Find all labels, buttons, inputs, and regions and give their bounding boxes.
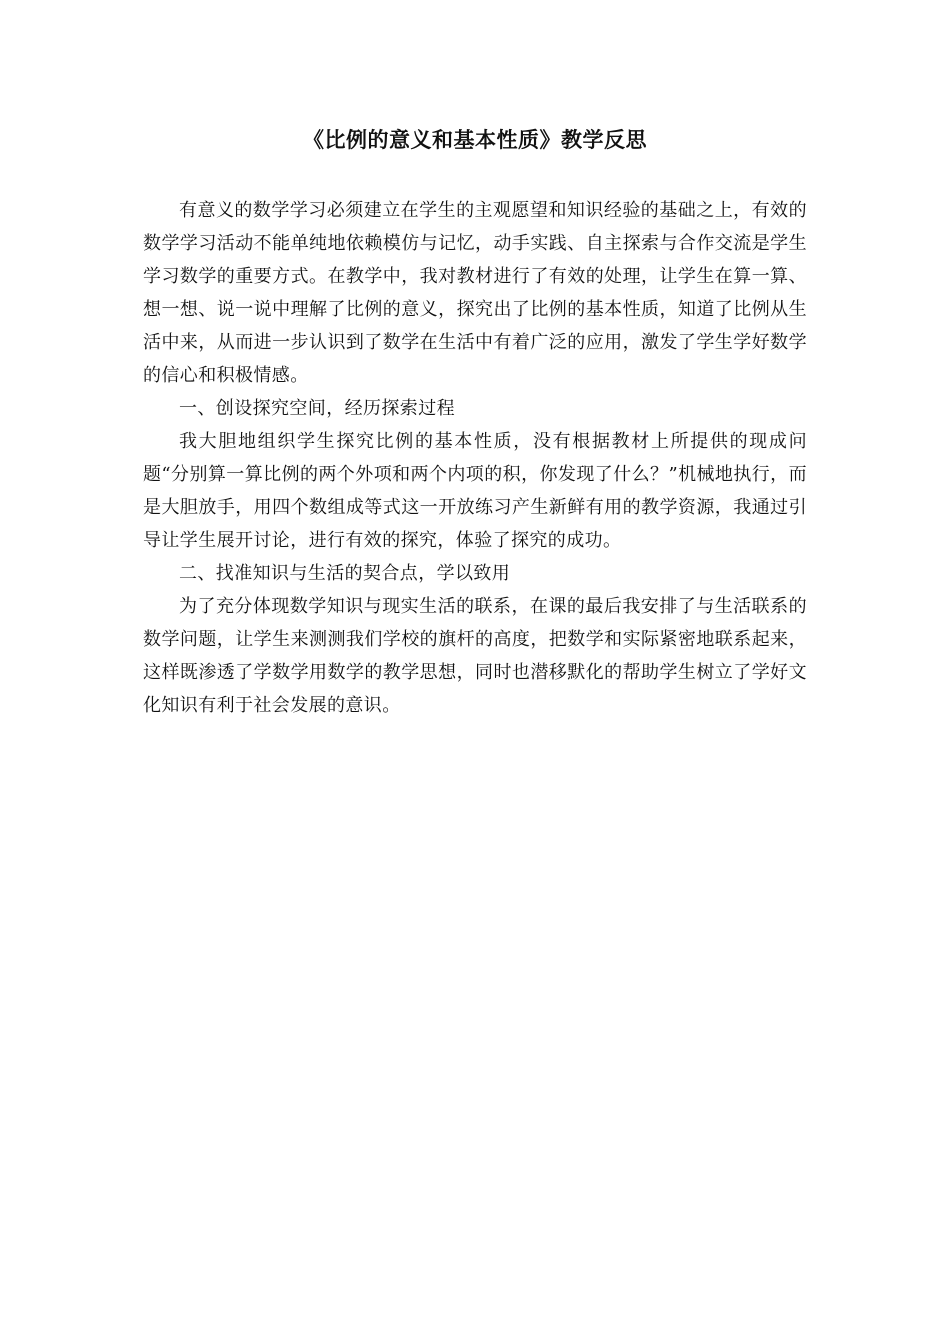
document-body (143, 194, 807, 722)
paragraph-section-2: 为了充分体现数学知识与现实生活的联系，在课的最后我安排了与生活联系的数学问题，让学生来测测我们学校的旗杆的高度，把数学和实际紧密地联系起来，这样既渗透了学数学用数学的教学思想，同时也潜移默化的帮助学生树立了学好文化知识有利于社会发展的意识。 (143, 596, 807, 716)
document-title: 《比例的意义和基本性质》教学反思 (303, 128, 647, 152)
section-heading-1: 一、创设探究空间，经历探索过程 (179, 398, 455, 419)
paragraph-section-1: 我大胆地组织学生探究比例的基本性质，没有根据教材上所提供的现成问题“分别算一算比例的两个外项和两个内项的积，你发现了什么？”机械地执行，而是大胆放手，用四个数组成等式这一开放练习产生新鲜有用的教学资源，我通过引导让学生展开讨论，进行有效的探究，体验了探究的成功。 (143, 431, 807, 551)
section-heading-2: 二、找准知识与生活的契合点，学以致用 (179, 563, 511, 584)
paragraph-intro: 有意义的数学学习必须建立在学生的主观愿望和知识经验的基础之上，有效的数学学习活动不能单纯地依赖模仿与记忆，动手实践、自主探索与合作交流是学生学习数学的重要方式。在教学中，我对教材进行了有效的处理，让学生在算一算、想一想、说一说中理解了比例的意义，探究出了比例的基本性质，知道了比例从生活中来，从而进一步认识到了数学在生活中有着广泛的应用，激发了学生学好数学的信心和积极情感。 (143, 200, 807, 386)
